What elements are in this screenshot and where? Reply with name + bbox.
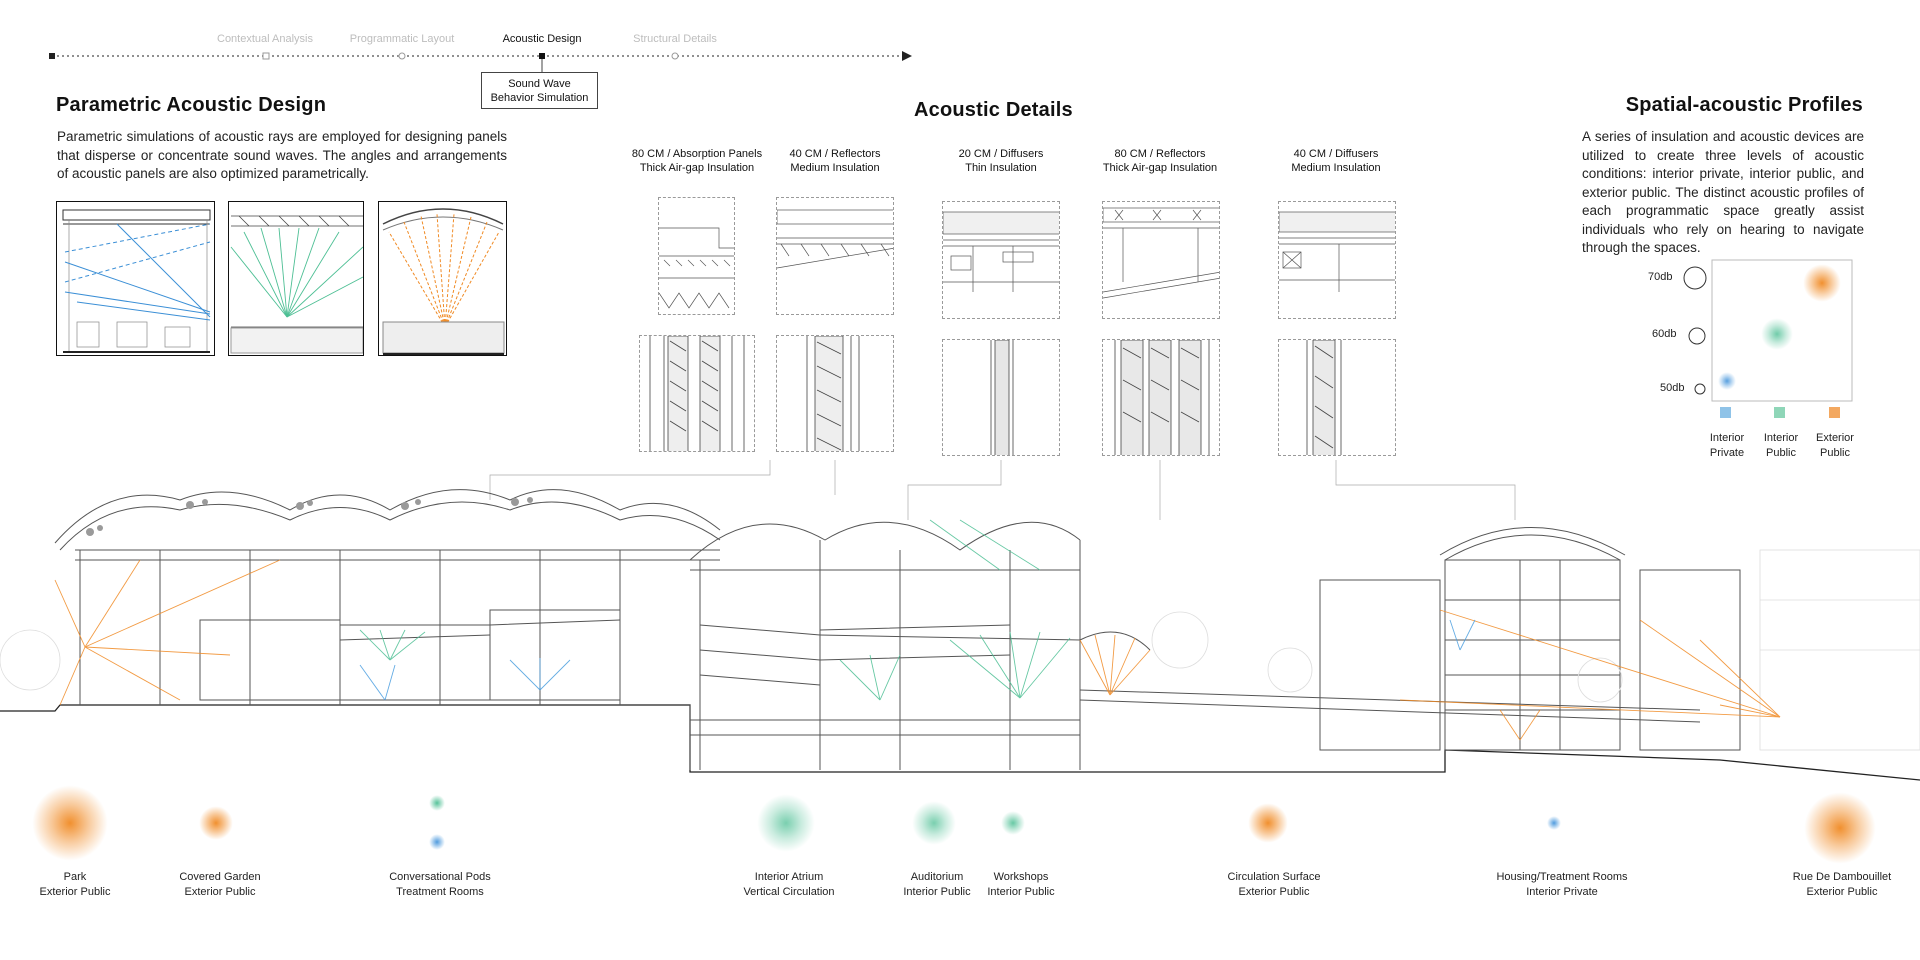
tab-contextual-analysis[interactable]: Contextual Analysis: [217, 33, 313, 45]
program-covered-garden: Covered Garden Exterior Public: [179, 871, 261, 898]
building-section-drawing: [0, 460, 1920, 790]
legend-swatch-public: [1774, 407, 1785, 418]
tab-programmatic-layout[interactable]: Programmatic Layout: [349, 33, 455, 45]
wall-section-2: [776, 335, 894, 452]
marker-70db: [1684, 267, 1706, 289]
detail-section-4: [1102, 201, 1220, 319]
profiles-description: A series of insulation and acoustic devices are utilized to create three levels of acoustic conditions: interior private, interior public, and exterior public. The distinct acoustic profiles of each programmatic space greatly assist individuals who rely on hearing to navigate through the spaces.: [1582, 129, 1864, 255]
program-circulation-surface: Circulation Surface Exterior Public: [1227, 871, 1321, 898]
exterior-public-profile: [1803, 264, 1841, 302]
program-rue-de-dambouillet: Rue De Dambouillet Exterior Public: [1792, 871, 1892, 898]
wall-section-5: [1278, 339, 1396, 456]
legend-exterior-public: Exterior Public: [1816, 432, 1854, 459]
detail-leader-lines: [490, 460, 1515, 520]
level-50db: 50db: [1660, 382, 1685, 394]
program-auditorium: Auditorium Interior Public: [903, 871, 971, 898]
intensity-covered-garden: [199, 806, 233, 840]
legend-swatch-private: [1720, 407, 1731, 418]
intensity-housing: [1547, 816, 1561, 830]
ray-simulation-thumb-exterior: [378, 201, 507, 356]
wall-section-1: [639, 335, 755, 452]
intensity-treatment-rooms: [429, 834, 445, 850]
marker-60db: [1689, 328, 1705, 344]
simulation-popup[interactable]: [481, 72, 598, 109]
level-60db: 60db: [1652, 328, 1677, 340]
legend-swatch-exterior: [1829, 407, 1840, 418]
timeline-track: [0, 0, 960, 70]
detail-label-4: 80 CM / Reflectors Thick Air-gap Insulation: [1102, 148, 1218, 174]
interior-public-profile: [1761, 318, 1793, 350]
program-conversational-pods: Conversational Pods Treatment Rooms: [389, 871, 491, 898]
popup-line1: Sound Wave: [508, 78, 571, 90]
ray-simulation-thumb-private: [56, 201, 215, 356]
program-workshops: Workshops Interior Public: [987, 871, 1055, 898]
detail-section-5: [1278, 201, 1396, 319]
detail-section-2: [776, 197, 894, 315]
tab-structural-details[interactable]: Structural Details: [633, 33, 717, 45]
intensity-workshops: [1001, 811, 1025, 835]
ray-simulation-thumb-public: [228, 201, 364, 356]
intensity-interior-atrium: [757, 794, 815, 852]
legend-interior-public: Interior Public: [1763, 432, 1799, 459]
wall-section-3: [942, 339, 1060, 456]
popup-connector: [538, 59, 546, 73]
interior-private-profile: [1718, 372, 1736, 390]
intensity-park: [32, 785, 108, 861]
detail-label-5: 40 CM / Diffusers Medium Insulation: [1291, 148, 1381, 174]
marker-50db: [1695, 384, 1705, 394]
detail-section-3: [942, 201, 1060, 319]
tab-acoustic-design[interactable]: Acoustic Design: [502, 33, 582, 45]
level-70db: 70db: [1648, 271, 1673, 283]
program-interior-atrium: Interior Atrium Vertical Circulation: [743, 871, 835, 898]
details-title: Acoustic Details: [914, 99, 1073, 121]
detail-section-1: [658, 197, 735, 315]
profiles-title: Spatial-acoustic Profiles: [1625, 94, 1863, 116]
left-panel-description: Parametric simulations of acoustic rays are employed for designing panels that disperse or concentrate sound waves. The angles and arrangements of acoustic panels are also optimized parametrically.: [57, 129, 507, 181]
left-panel-title: Parametric Acoustic Design: [56, 94, 327, 116]
intensity-auditorium: [912, 801, 956, 845]
wall-section-4: [1102, 339, 1220, 456]
detail-label-3: 20 CM / Diffusers Thin Insulation: [958, 148, 1044, 174]
detail-label-2: 40 CM / Reflectors Medium Insulation: [789, 148, 881, 174]
program-housing: Housing/Treatment Rooms Interior Private: [1496, 871, 1628, 898]
legend-interior-private: Interior Private: [1709, 432, 1745, 459]
program-park: Park Exterior Public: [39, 871, 111, 898]
intensity-conversational-pods: [429, 795, 445, 811]
detail-label-1: 80 CM / Absorption Panels Thick Air-gap Insulation: [631, 148, 763, 174]
popup-line2: Behavior Simulation: [490, 92, 589, 104]
intensity-circulation-surface: [1248, 803, 1288, 843]
intensity-rue-de-dambouillet: [1804, 792, 1876, 864]
profiles-plot: [1680, 258, 1920, 408]
